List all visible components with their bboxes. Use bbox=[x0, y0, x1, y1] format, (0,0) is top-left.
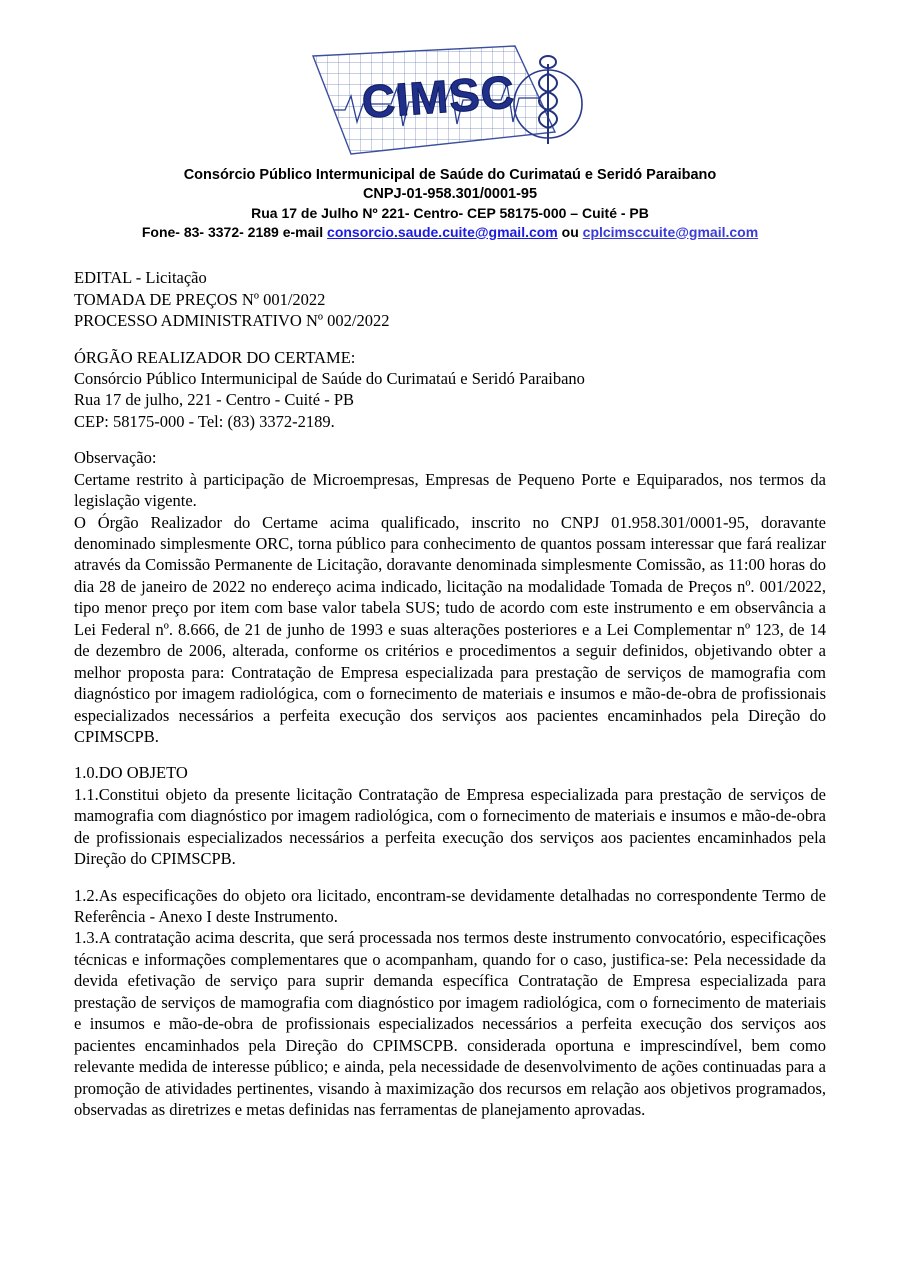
spacer-1 bbox=[74, 332, 826, 347]
observation-title: Observação: bbox=[74, 448, 157, 468]
organ-address: Rua 17 de julho, 221 - Centro - Cuité - PB bbox=[74, 390, 355, 410]
processo-administrativo-line: PROCESSO ADMINISTRATIVO Nº 002/2022 bbox=[74, 311, 390, 331]
org-address: Rua 17 de Julho Nº 221- Centro- CEP 58175-000 – Cuité - PB bbox=[251, 205, 649, 222]
observation-paragraph: O Órgão Realizador do Certame acima qualificado, inscrito no CNPJ 01.958.301/0001-95, doravante denominado simplesmente ORC, torna público para conhecimento de quantos possam interessar que fará realizar através da Comissão Permanente de Licitação, doravante denominada simplesmente Comissão, as 11:00 horas do dia 28 de janeiro de 2022 no endereço acima indicado, licitação na modalidade Tomada de Preços nº. 001/2022, tipo menor preço por item com base valor tabela SUS; tudo de acordo com este instrumento e em observância a Lei Federal nº. 8.666, de 21 de junho de 1993 e suas alterações posteriores e a Lei Complementar nº 123, de 14 de dezembro de 2006, alterada, conforme os critérios e procedimentos a seguir definidos, objetivando obter a melhor proposta para: Contratação de Empresa especializada para prestação de serviços de mamografia com diagnóstico por imagem radiológica, com o fornecimento de materiais e insumos e mão-de-obra de profissionais especializados necessários a perfeita execução dos serviços aos pacientes encaminhados pela Direção do CPIMSCPB. bbox=[74, 512, 826, 746]
cimsc-logo-icon bbox=[305, 40, 595, 160]
svg-text:CIMSC: CIMSC bbox=[360, 65, 517, 128]
spacer-3 bbox=[74, 747, 826, 762]
email-separator: ou bbox=[557, 223, 583, 240]
object-block bbox=[74, 762, 826, 1120]
observation-block bbox=[74, 447, 826, 747]
document-body bbox=[74, 267, 826, 1120]
organ-title: ÓRGÃO REALIZADOR DO CERTAME: bbox=[74, 347, 356, 367]
cimsc-logo bbox=[305, 40, 595, 160]
org-cnpj: CNPJ-01-958.301/0001-95 bbox=[362, 186, 538, 203]
edital-header-block bbox=[74, 267, 826, 331]
email-primary-link[interactable]: consorcio.saude.cuite@gmail.com bbox=[327, 223, 558, 240]
object-item-1-3: 1.3.A contratação acima descrita, que será processada nos termos deste instrumento convocatório, especificações técnicas e informações complementares que o acompanham, quando for o caso, justifica-se: Pela necessidade da devida efetivação de serviço para suprir demanda específica Contratação de Empresa especializada para prestação de serviços de mamografia com diagnóstico por imagem radiológica, com o fornecimento de materiais e insumos e mão-de-obra de profissionais especializados necessários a perfeita execução dos serviços aos pacientes encaminhados pela Direção do CPIMSCPB. considerada oportuna e imprescindível, bem como relevante medida de interesse público; e ainda, pela necessidade de desenvolvimento de ações continuadas para a promoção de atividades pertinentes, visando à maximização dos recursos em relação aos objetivos programados, observadas as diretrizes e metas definidas nas ferramentas de planejamento aprovadas. bbox=[74, 928, 826, 1119]
org-name: Consórcio Público Intermunicipal de Saúde do Curimataú e Seridó Paraibano bbox=[183, 167, 717, 183]
edital-line: EDITAL - Licitação bbox=[74, 268, 207, 288]
email-secondary-link[interactable]: cplcimsccuite@gmail.com bbox=[582, 223, 759, 240]
organ-cep-phone: CEP: 58175-000 - Tel: (83) 3372-2189. bbox=[74, 411, 335, 431]
organ-block bbox=[74, 347, 826, 433]
object-title: 1.0.DO OBJETO bbox=[74, 763, 188, 783]
organ-name: Consórcio Público Intermunicipal de Saúde do Curimataú e Seridó Paraibano bbox=[74, 368, 585, 388]
phone-label: Fone- 83- 3372- 2189 e-mail bbox=[141, 223, 328, 240]
letterhead bbox=[74, 40, 826, 241]
spacer-4 bbox=[74, 870, 826, 885]
observation-restriction: Certame restrito à participação de Microempresas, Empresas de Pequeno Porte e Equiparados, nos termos da legislação vigente. bbox=[74, 469, 826, 511]
spacer-2 bbox=[74, 432, 826, 447]
object-item-1-1: 1.1.Constitui objeto da presente licitação Contratação de Empresa especializada para prestação de serviços de mamografia com diagnóstico por imagem radiológica, com o fornecimento de materiais e insumos e mão-de-obra de profissionais especializados necessários a perfeita execução dos serviços aos pacientes encaminhados pela Direção do CPIMSCPB. bbox=[74, 784, 826, 869]
logo-container bbox=[74, 40, 826, 160]
tomada-precos-line: TOMADA DE PREÇOS Nº 001/2022 bbox=[74, 289, 326, 309]
letterhead-text bbox=[74, 166, 826, 241]
object-item-1-2: 1.2.As especificações do objeto ora licitado, encontram-se devidamente detalhadas no correspondente Termo de Referência - Anexo I deste Instrumento. bbox=[74, 885, 826, 926]
org-contact bbox=[74, 223, 826, 241]
